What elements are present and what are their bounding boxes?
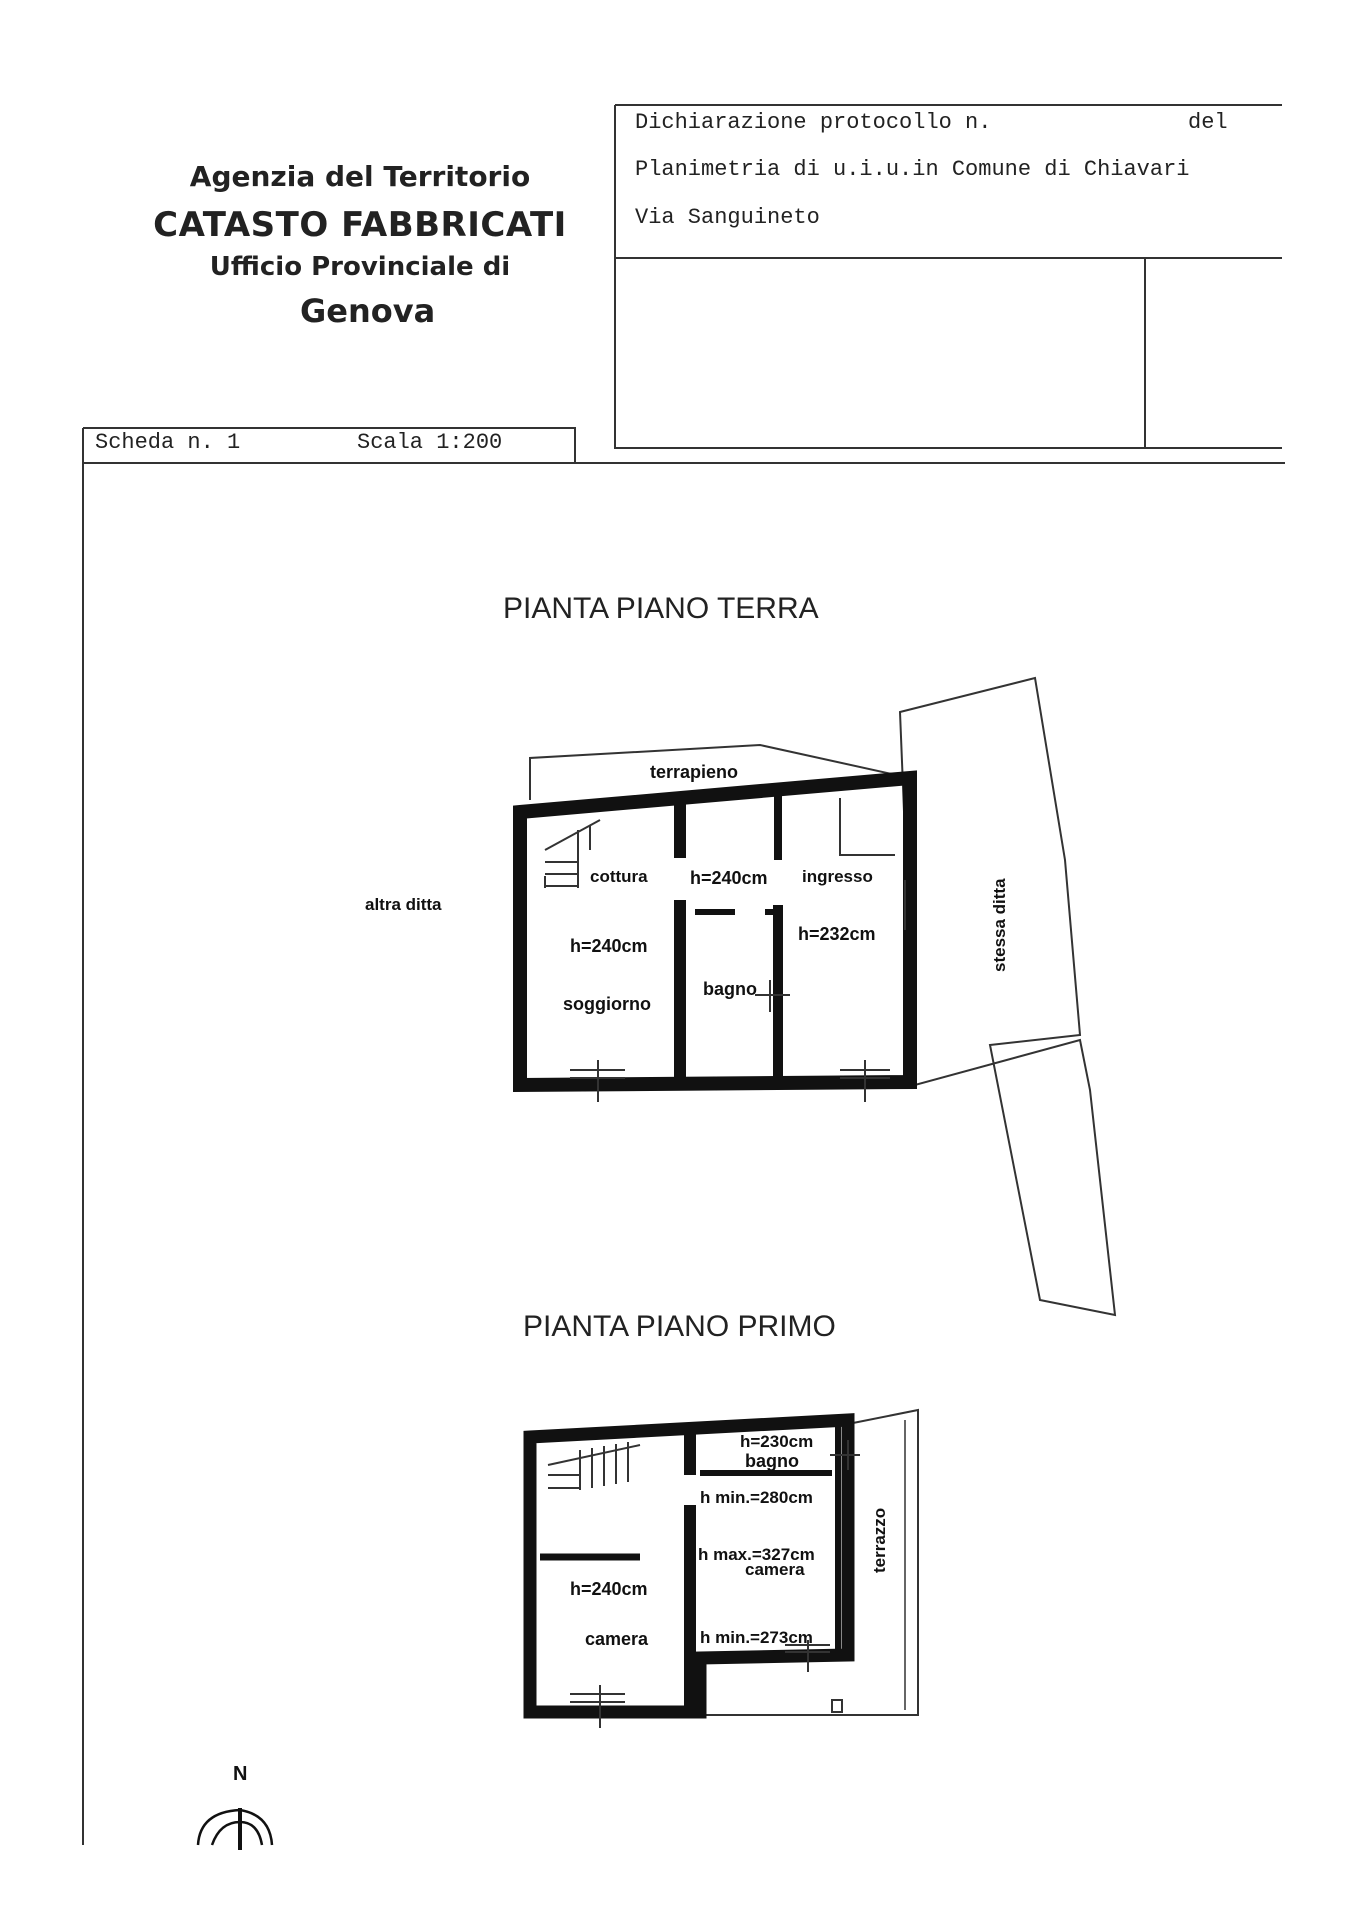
label-h-camera-left: h=240cm bbox=[570, 1579, 648, 1599]
label-h-max: h max.=327cm bbox=[698, 1545, 815, 1564]
label-stessa-ditta: stessa ditta bbox=[990, 878, 1009, 972]
north-label: N bbox=[233, 1763, 248, 1785]
label-ingresso: ingresso bbox=[802, 867, 873, 886]
label-h-min-top: h min.=280cm bbox=[700, 1488, 813, 1507]
city-label: Genova bbox=[300, 292, 436, 330]
label-soggiorno: soggiorno bbox=[563, 994, 651, 1014]
label-h-ingresso: h=232cm bbox=[798, 924, 876, 944]
ufficio-label: Ufficio Provinciale di bbox=[209, 252, 511, 282]
label-terrazzo: terrazzo bbox=[870, 1507, 889, 1573]
label-camera-left: camera bbox=[585, 1629, 649, 1649]
scheda-label: Scheda n. 1 bbox=[95, 430, 241, 455]
first-floor-title: PIANTA PIANO PRIMO bbox=[523, 1310, 836, 1343]
label-h-bagno: h=230cm bbox=[740, 1432, 814, 1451]
first-floor-plan bbox=[530, 1410, 918, 1728]
label-h-min-bottom: h min.=273cm bbox=[700, 1628, 813, 1647]
scala-label: Scala 1:200 bbox=[357, 430, 503, 455]
label-altra-ditta: altra ditta bbox=[365, 895, 442, 914]
north-arrow-icon bbox=[198, 1808, 272, 1850]
label-h-soggiorno: h=240cm bbox=[570, 936, 648, 956]
label-bagno-ground: bagno bbox=[703, 979, 757, 999]
catasto-title: CATASTO FABBRICATI bbox=[153, 205, 567, 245]
agency-name: Agenzia del Territorio bbox=[189, 160, 531, 193]
label-terrapieno: terrapieno bbox=[650, 762, 739, 782]
address-label: Via Sanguineto bbox=[635, 205, 820, 230]
ground-floor-title: PIANTA PIANO TERRA bbox=[503, 592, 819, 625]
label-camera-right: camera bbox=[745, 1560, 805, 1579]
label-cottura: cottura bbox=[590, 867, 648, 886]
planimetria-label: Planimetria di u.i.u.in Comune di Chiavari bbox=[635, 157, 1190, 182]
protocol-del: del bbox=[1188, 110, 1228, 135]
label-bagno-first: bagno bbox=[745, 1451, 799, 1471]
protocol-label: Dichiarazione protocollo n. bbox=[635, 110, 992, 135]
label-h-center: h=240cm bbox=[690, 868, 768, 888]
